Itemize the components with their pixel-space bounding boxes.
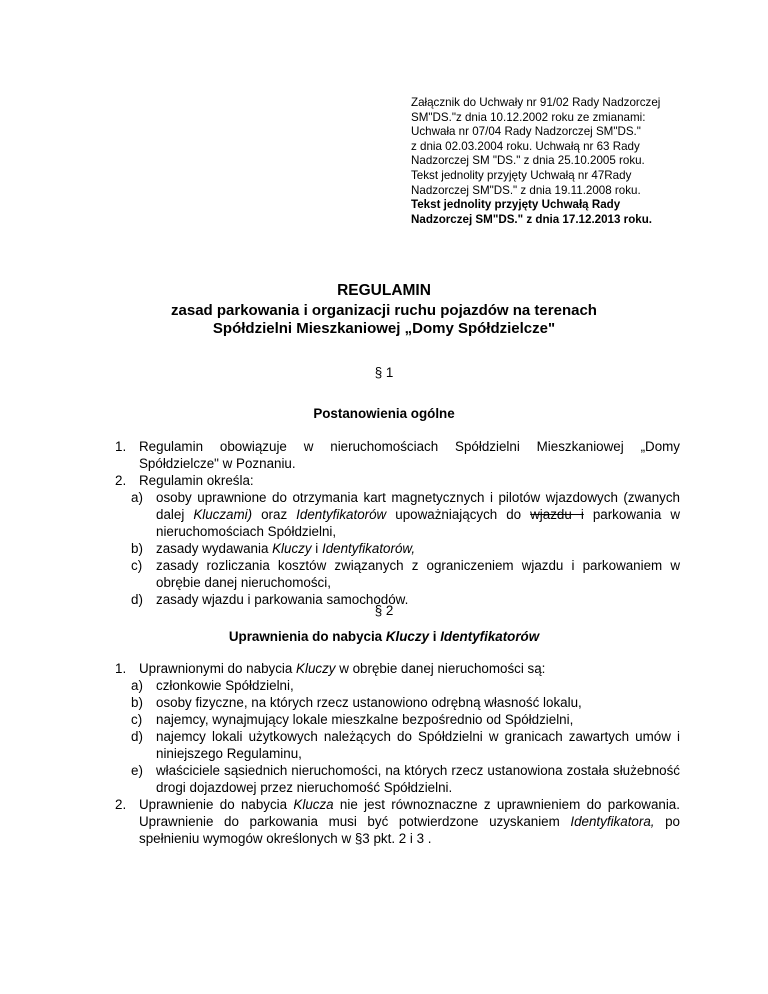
subitem-text: członkowie Spółdzielni, xyxy=(156,678,294,693)
item-number: 2. xyxy=(115,797,127,812)
item-text: Regulamin określa: xyxy=(139,473,254,488)
item-text: nie jest równoznaczne z uprawnieniem do parkowania. Uprawnienie do parkowania musi być potwierdzone uzyskaniem xyxy=(139,797,680,829)
item-text: po spełnieniu wymogów określonych w §3 pkt. 2 i 3 . xyxy=(139,814,680,846)
term-identyfikatorow: Identyfikatorów xyxy=(440,629,540,644)
annex-line: Nadzorczej SM"DS." z dnia 19.11.2008 roku. xyxy=(411,183,641,197)
subitem-letter: a) xyxy=(131,678,143,693)
title-line-2: zasad parkowania i organizacji ruchu pojazdów na terenach xyxy=(171,302,597,319)
item-text: Uprawnionymi do nabycia xyxy=(139,661,297,676)
subitem-text: właściciele sąsiednich nieruchomości, na których rzecz ustanowiona została służebność drogi dojazdowej przez nieruchomość Spółdzielni. xyxy=(156,763,680,795)
list-subitem xyxy=(115,677,680,694)
list-item xyxy=(115,660,680,677)
annex-bold-line: Nadzorczej SM"DS." z dnia 17.12.2013 roku. xyxy=(411,212,653,226)
item-text: Uprawnienie do nabycia xyxy=(139,797,294,812)
term-kluczami: Kluczami) xyxy=(193,507,253,522)
list-subitem xyxy=(115,557,680,591)
list-subitem xyxy=(115,489,680,540)
subitem-letter: e) xyxy=(131,763,143,778)
term-identyfikatorow: Identyfikatorów, xyxy=(322,541,416,556)
subitem-text: najemcy, wynajmujący lokale mieszkalne bezpośrednio od Spółdzielni, xyxy=(156,712,574,727)
subitem-letter: a) xyxy=(131,490,143,505)
subitem-text: parkowania w nieruchomościach Spółdzielni, xyxy=(156,507,680,539)
struck-text: wjazdu i xyxy=(530,507,584,522)
item-number: 2. xyxy=(115,473,127,488)
annex-line: Załącznik do Uchwały nr 91/02 Rady Nadzorczej xyxy=(411,96,661,109)
list-item xyxy=(115,796,680,847)
subitem-text: oraz xyxy=(252,507,297,522)
section-1-mark: § 1 xyxy=(374,365,394,380)
section-2-mark: § 2 xyxy=(374,603,394,618)
list-subitem xyxy=(115,711,680,728)
term-klucza: Klucza xyxy=(293,797,334,812)
document-title xyxy=(100,282,668,338)
subitem-text: osoby fizyczne, na których rzecz ustanowiono odrębną własność lokalu, xyxy=(156,695,582,710)
term-identyfikatorow: Identyfikatorów xyxy=(296,507,387,522)
term-kluczy: Kluczy xyxy=(272,541,312,556)
subitem-text: osoby uprawnione do otrzymania kart magnetycznych i pilotów wjazdowych (zwanych dalej xyxy=(156,490,680,522)
annex-line: Tekst jednolity przyjęty Uchwałą nr 47Rady xyxy=(411,168,632,182)
heading-text: i xyxy=(429,629,441,644)
subitem-text: zasady wjazdu i parkowania samochodów. xyxy=(156,592,409,607)
list-subitem xyxy=(115,694,680,711)
list-subitem xyxy=(115,728,680,762)
item-text: w obrębie danej nieruchomości są: xyxy=(335,661,546,676)
title-regulamin: REGULAMIN xyxy=(337,282,431,299)
item-number: 1. xyxy=(115,661,127,676)
annex-line: SM"DS."z dnia 10.12.2002 roku ze zmianami: xyxy=(411,110,646,124)
heading-text: Uprawnienia do nabycia xyxy=(228,629,386,644)
annex-bold-line: Tekst jednolity przyjęty Uchwałą Rady xyxy=(411,198,621,212)
list-item xyxy=(115,438,680,472)
subitem-text: upoważniających do xyxy=(386,507,531,522)
list-subitem xyxy=(115,762,680,796)
section-1-heading: Postanowienia ogólne xyxy=(313,406,455,421)
subitem-letter: d) xyxy=(131,592,143,607)
section-1-body xyxy=(115,438,680,608)
subitem-text: najemcy lokali użytkowych należących do Spółdzielni w granicach zawartych umów i niniejszego Regulaminu, xyxy=(156,729,680,761)
annex-line: z dnia 02.03.2004 roku. Uchwałą nr 63 Rady xyxy=(411,139,640,153)
subitem-text: i xyxy=(311,541,322,556)
term-kluczy: Kluczy xyxy=(385,629,430,644)
annex-note xyxy=(411,96,701,227)
list-item xyxy=(115,472,680,489)
subitem-text: zasady wydawania xyxy=(156,541,273,556)
subitem-letter: c) xyxy=(131,558,143,573)
subitem-letter: d) xyxy=(131,729,143,744)
annex-line: Uchwała nr 07/04 Rady Nadzorczej SM"DS." xyxy=(411,125,641,139)
subitem-text: zasady rozliczania kosztów związanych z ograniczeniem wjazdu i parkowaniem w obrębie danej nieruchomości, xyxy=(156,558,680,590)
subitem-letter: b) xyxy=(131,695,143,710)
title-line-3: Spółdzielni Mieszkaniowej „Domy Spółdzielcze" xyxy=(212,320,556,337)
section-2-heading xyxy=(100,629,668,644)
annex-line: Nadzorczej SM "DS." z dnia 25.10.2005 roku. xyxy=(411,154,645,168)
item-text: Regulamin obowiązuje w nieruchomościach Spółdzielni Mieszkaniowej „Domy Spółdzielcze" w Poznaniu. xyxy=(139,439,680,471)
item-number: 1. xyxy=(115,439,127,454)
term-identyfikatora: Identyfikatora, xyxy=(570,814,655,829)
subitem-letter: b) xyxy=(131,541,143,556)
term-kluczy: Kluczy xyxy=(296,661,336,676)
list-subitem xyxy=(115,540,680,557)
subitem-letter: c) xyxy=(131,712,143,727)
section-2-body xyxy=(115,660,680,847)
